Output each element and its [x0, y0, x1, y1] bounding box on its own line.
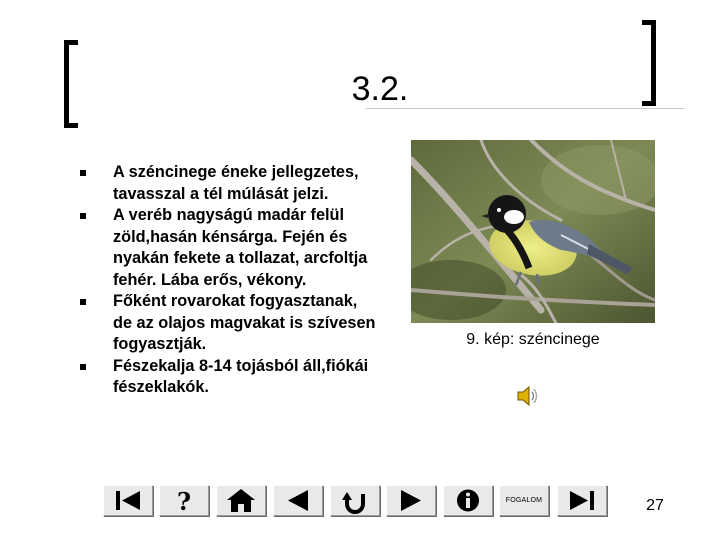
return-button[interactable]: [330, 485, 380, 516]
home-icon: [217, 486, 265, 515]
title-bracket-left-bottom: [64, 123, 78, 128]
title-bracket-right: [651, 20, 656, 106]
title-bracket-right-bottom: [642, 101, 656, 106]
list-item: [80, 162, 380, 205]
speaker-icon[interactable]: [514, 383, 540, 409]
forward-icon: [387, 486, 435, 515]
info-button[interactable]: [443, 485, 493, 516]
last-icon: [558, 486, 606, 515]
bullet-text: A széncinege éneke jellegzetes, tavasszal a tél múlását jelzi.: [113, 163, 359, 203]
great-tit-photo: [411, 140, 655, 323]
list-item: [80, 205, 380, 291]
title-bracket-left: [64, 40, 69, 128]
question-icon: [160, 486, 208, 515]
help-button[interactable]: [159, 485, 209, 516]
slide-title: 3.2.: [351, 70, 409, 108]
bullet-text: Fészekalja 8-14 tojásból áll,fiókái fészeklakók.: [113, 356, 369, 396]
svg-text:?: ?: [176, 487, 192, 515]
last-button[interactable]: [557, 485, 607, 516]
bullet-icon: [80, 170, 86, 176]
bullet-icon: [80, 213, 86, 219]
bullet-icon: [80, 299, 86, 305]
first-icon: [104, 486, 152, 515]
return-icon: [331, 486, 379, 515]
home-button[interactable]: [216, 485, 266, 516]
list-item: [80, 291, 380, 356]
title-bracket-left-top: [64, 40, 78, 45]
figure-caption: 9. kép: széncinege: [466, 331, 600, 348]
info-icon: [444, 486, 492, 515]
first-button[interactable]: [103, 485, 153, 516]
back-button[interactable]: [273, 485, 323, 516]
fogalom-button[interactable]: FOGALOM: [499, 485, 549, 516]
bullet-text: A veréb nagyságú madár felül zöld,hasán kénsárga. Fején és nyakán fekete a tollazat, arcfoltja fehér. Lába erős, vékony.: [113, 206, 368, 289]
back-icon: [274, 486, 322, 515]
forward-button[interactable]: [386, 485, 436, 516]
bullet-list: [80, 162, 380, 399]
bullet-text: Főként rovarokat fogyasztanak, de az olajos magvakat is szívesen fogyasztják.: [113, 292, 376, 353]
title-bracket-right-top: [642, 20, 656, 25]
page-number: 27: [646, 497, 664, 514]
bullet-icon: [80, 364, 86, 370]
list-item: [80, 356, 380, 399]
